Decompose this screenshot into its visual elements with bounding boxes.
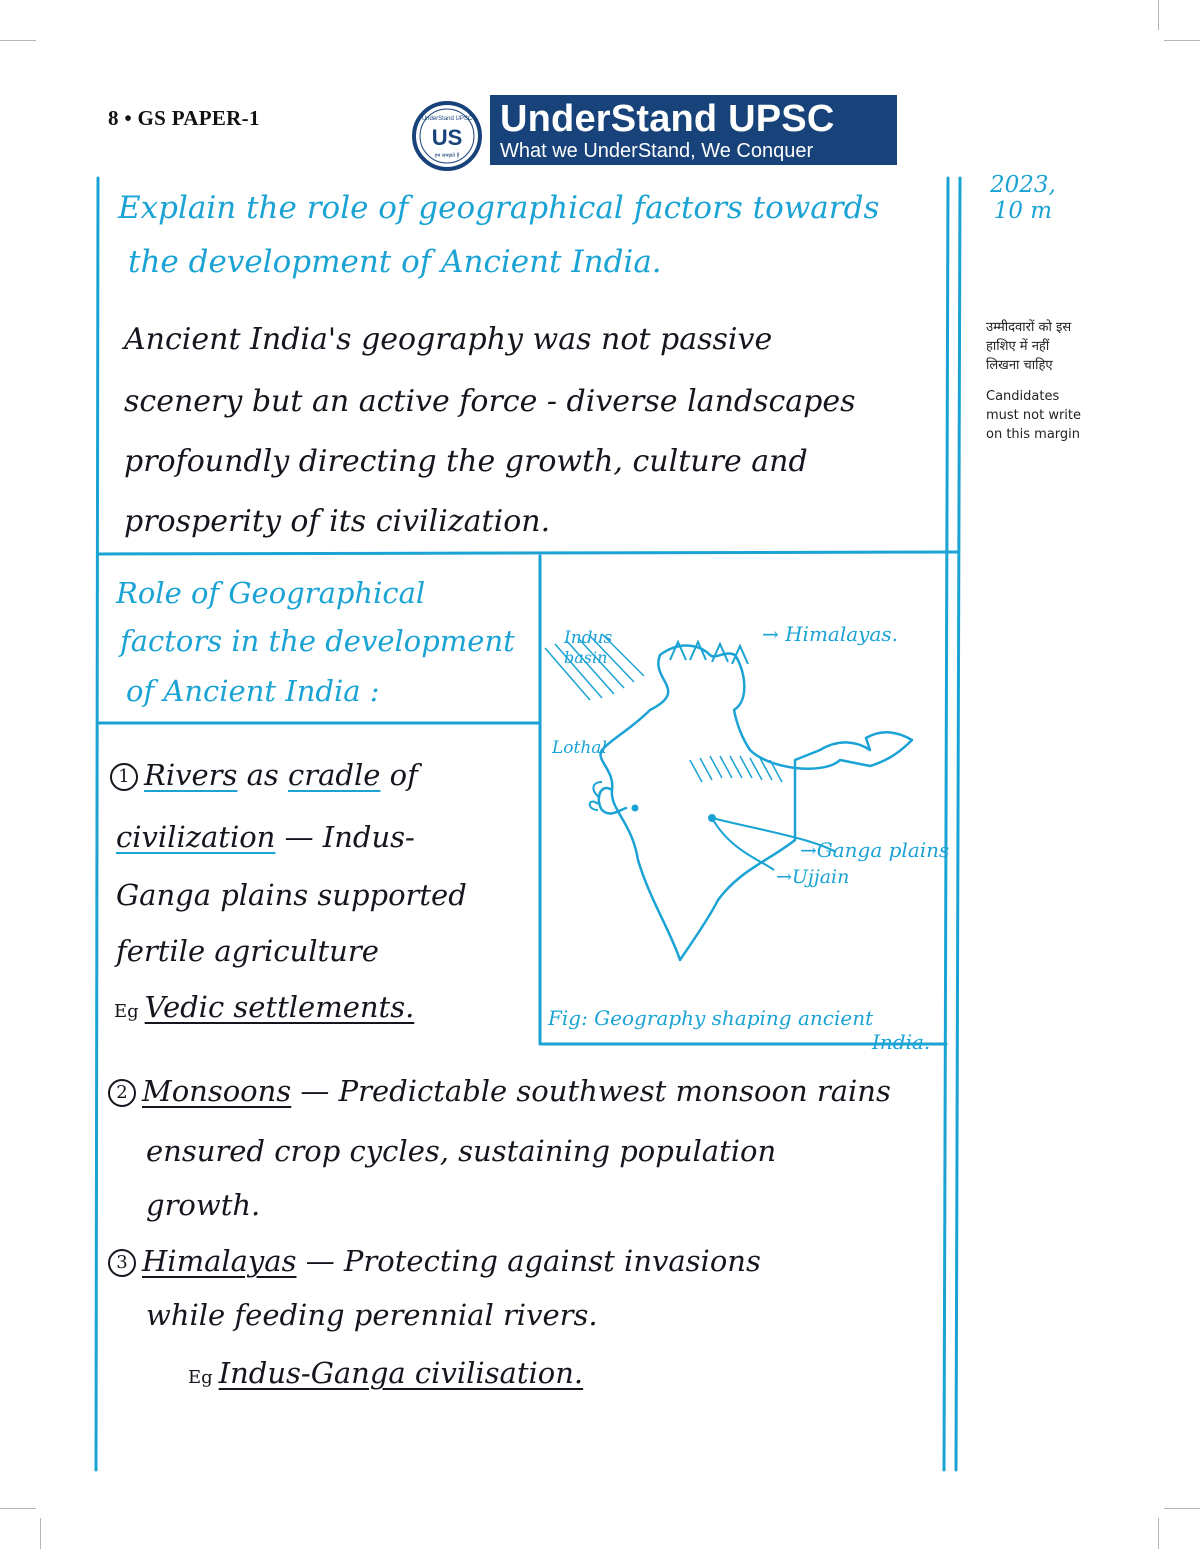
- logo-banner: [490, 95, 897, 165]
- question-line-2: the development of Ancient India.: [128, 244, 662, 280]
- year-marks: [990, 172, 1056, 224]
- point-2-line-2: ensured crop cycles, sustaining population: [146, 1134, 777, 1168]
- map-label-himalayas: → Himalayas.: [762, 622, 899, 646]
- hatch: [720, 756, 732, 778]
- point-number-2: 2: [108, 1079, 136, 1107]
- crop-mark: [1158, 0, 1159, 30]
- logo-circle-top-text: UnderStand UPSC: [421, 116, 473, 122]
- point-3-line-1: [108, 1244, 761, 1278]
- crop-mark: [1164, 40, 1200, 41]
- intro-line-1: Ancient India's geography was not passive: [124, 322, 773, 357]
- intro-line-3: profoundly directing the growth, culture and: [124, 444, 808, 479]
- figure-caption-line-1: Fig: Geography shaping ancient: [548, 1006, 874, 1030]
- map-label-ganga-plains: →Ganga plains: [800, 838, 950, 862]
- crop-mark: [1158, 1518, 1159, 1549]
- ujjain-dot: [708, 814, 716, 822]
- logo-title: UnderStand UPSC: [500, 98, 835, 140]
- point-2-line-3: growth.: [146, 1188, 261, 1222]
- point-number-1: 1: [110, 763, 138, 791]
- crop-mark: [0, 1508, 36, 1509]
- section-heading-line-3: of Ancient India :: [126, 674, 380, 708]
- map-label-basin: basin: [564, 648, 608, 667]
- logo-circle-letters: US: [431, 125, 463, 150]
- hatch: [700, 758, 712, 780]
- point-1-line-4: fertile agriculture: [116, 934, 379, 968]
- section-divider-line: [98, 552, 958, 554]
- map-label-indus: Indus: [564, 628, 613, 648]
- question-year: 2023,: [990, 172, 1056, 198]
- point-2-term: Monsoons: [142, 1074, 292, 1108]
- logo-circle-bottom-text: हम समझते हैं: [434, 153, 460, 159]
- left-border-line: [96, 178, 98, 1470]
- point-1-text: of: [380, 758, 418, 792]
- point-3-term: Himalayas: [142, 1244, 297, 1278]
- hatch: [730, 756, 742, 778]
- logo-tagline: What we UnderStand, We Conquer: [500, 140, 814, 162]
- intro-line-4: prosperity of its civilization.: [124, 504, 551, 539]
- point-1-line-1: [110, 758, 418, 792]
- point-1-text: as: [237, 758, 289, 792]
- hatch: [690, 760, 702, 782]
- intro-line-2: scenery but an active force - diverse landscapes: [124, 384, 856, 419]
- hatch: [710, 756, 722, 778]
- point-2-line-1: [108, 1074, 891, 1108]
- question-line-1: Explain the role of geographical factors towards: [118, 190, 880, 226]
- point-1-text: — Indus-: [275, 820, 415, 854]
- page-label: 8 • GS PAPER-1: [108, 106, 260, 130]
- crop-mark: [40, 1518, 41, 1549]
- margin-note: [986, 318, 1086, 444]
- map-label-ujjain: →Ujjain: [776, 866, 850, 888]
- point-2-text: — Predictable southwest monsoon rains: [291, 1074, 891, 1108]
- india-outline: [601, 646, 912, 960]
- crop-mark: [1164, 1508, 1200, 1509]
- point-1-line-2: [116, 820, 415, 854]
- lothal-dot: [632, 805, 639, 812]
- point-1-term-civilization: civilization: [116, 820, 276, 854]
- point-1-term-rivers: Rivers: [144, 758, 238, 792]
- point-number-3: 3: [108, 1249, 136, 1277]
- margin-note-hindi: उम्मीदवारों को इस हाशिए में नहीं लिखना चाहिए: [986, 320, 1072, 373]
- point-1-line-3: Ganga plains supported: [116, 878, 467, 912]
- margin-note-english: Candidates must not write on this margin: [986, 389, 1082, 442]
- section-heading-line-2: factors in the development: [120, 624, 515, 658]
- example-marker: Eg: [188, 1367, 213, 1388]
- point-3-example-text: Indus-Ganga civilisation.: [218, 1356, 584, 1390]
- point-3-example: [188, 1356, 583, 1390]
- map-label-lothal: Lothal: [552, 738, 607, 758]
- point-3-line-2: while feeding perennial rivers.: [146, 1298, 598, 1332]
- brand-logo: [412, 95, 897, 167]
- figure-caption-line-2: India.: [872, 1030, 931, 1054]
- question-marks: 10 m: [993, 198, 1053, 224]
- point-1-term-cradle: cradle: [288, 758, 381, 792]
- point-1-example-text: Vedic settlements.: [144, 990, 415, 1024]
- logo-emblem: [412, 101, 482, 171]
- point-1-example: [114, 990, 414, 1024]
- section-heading-line-1: Role of Geographical: [116, 576, 426, 610]
- crop-mark: [0, 40, 36, 41]
- point-3-text: — Protecting against invasions: [296, 1244, 761, 1278]
- example-marker: Eg: [114, 1001, 139, 1022]
